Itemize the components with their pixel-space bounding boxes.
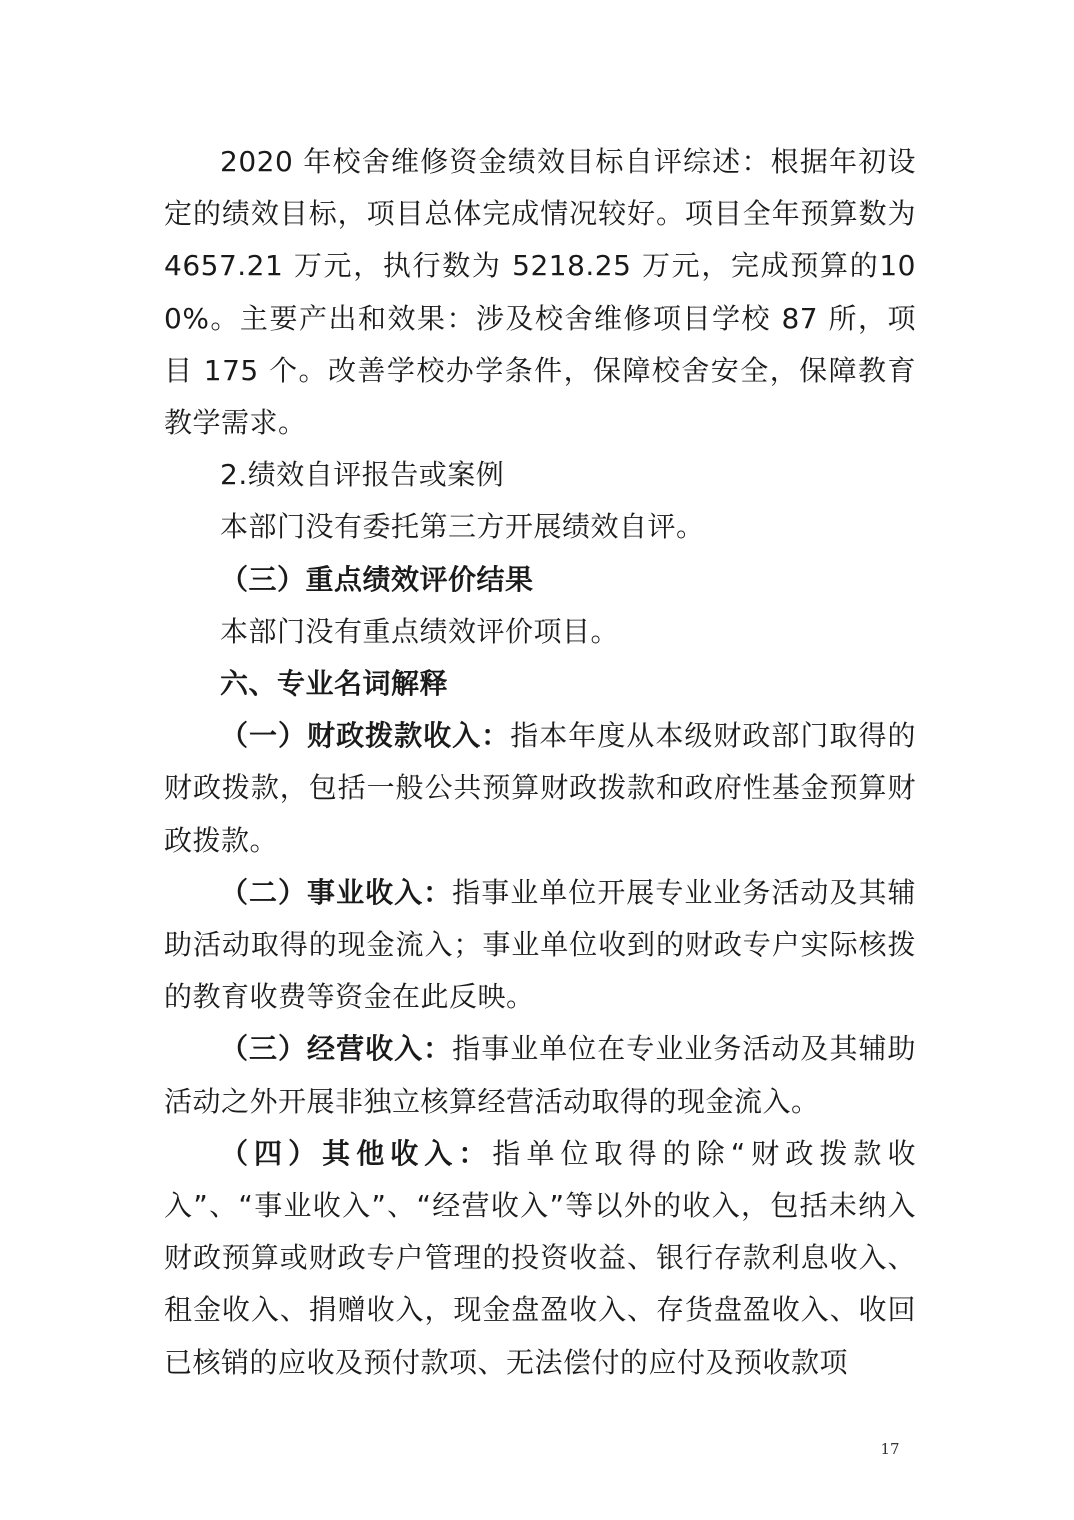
- document-page: [164, 136, 916, 1389]
- key-eval-paragraph: 本部门没有重点绩效评价项目。: [220, 614, 620, 648]
- definition-text: 指单位取得的除“财政拨款收入”、“事业收入”、“经营收入”等以外的收入，包括未纳入财政预算或财政专户管理的投资收益、银行存款利息收入、租金收入、捐赠收入，现金盘盈收入、存货盘盈收入、收回已核销的应收及预付款项、无法偿付的应付及预收款项: [164, 1136, 916, 1379]
- self-eval-paragraph: 本部门没有委托第三方开展绩效自评。: [220, 510, 705, 544]
- definition-term: （三）经营收入：: [220, 1032, 453, 1066]
- definition-fiscal-appropriation: [164, 710, 916, 867]
- summary-paragraph: 2020 年校舍维修资金绩效目标自评综述：根据年初设定的绩效目标，项目总体完成情况较好。项目全年预算数为 4657.21 万元，执行数为 5218.25 万元，完成预算的100%。主要产出和效果：涉及校舍维修项目学校 87 所，项目 175 个。改善学校办学条件，保障校舍安全，保障教育教学需求。: [164, 145, 916, 440]
- definition-text: 指本年度从本级财政部门取得的财政拨款，包括一般公共预算财政拨款和政府性基金预算财政拨款。: [164, 719, 916, 857]
- definition-text: 指事业单位开展专业业务活动及其辅助活动取得的现金流入；事业单位收到的财政专户实际核拨的教育收费等资金在此反映。: [164, 875, 916, 1014]
- definition-term: （二）事业收入：: [220, 875, 453, 909]
- definition-business-income: [164, 867, 916, 1024]
- definition-other-income: [164, 1128, 916, 1389]
- key-eval-heading: （三）重点绩效评价结果: [220, 562, 534, 596]
- self-eval-heading: 2.绩效自评报告或案例: [220, 458, 505, 492]
- definition-term: （四）其他收入：: [220, 1136, 493, 1170]
- definition-term: （一）财政拨款收入：: [220, 719, 511, 753]
- page-number: 17: [880, 1440, 900, 1458]
- glossary-heading: 六、专业名词解释: [220, 667, 449, 701]
- definition-text: 指事业单位在专业业务活动及其辅助活动之外开展非独立核算经营活动取得的现金流入。: [164, 1032, 916, 1118]
- definition-operating-income: [164, 1023, 916, 1127]
